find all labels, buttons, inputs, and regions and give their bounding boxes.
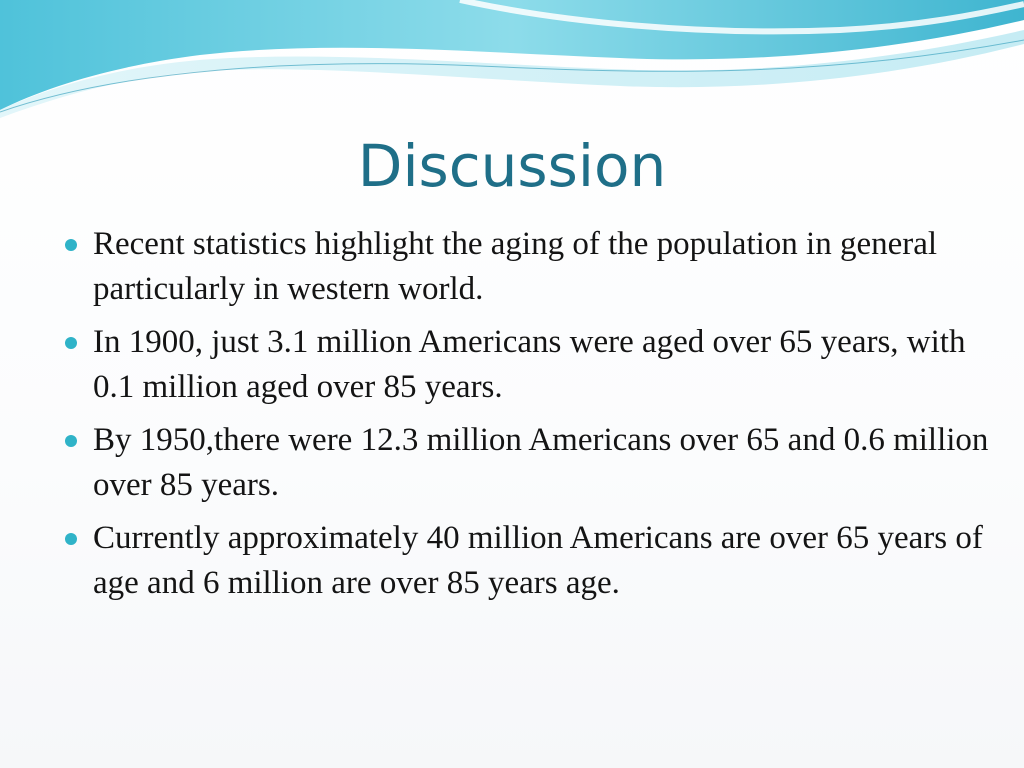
- bullet-text: By 1950,there were 12.3 million Americans over 65 and 0.6 million over 85 years.: [93, 422, 989, 503]
- list-item: [60, 222, 990, 312]
- bullet-text: Currently approximately 40 million Americans are over 65 years of age and 6 million are over 85 years age.: [93, 520, 983, 601]
- bullet-text: Recent statistics highlight the aging of the population in general particularly in western world.: [93, 226, 938, 307]
- slide-title: Discussion: [357, 132, 667, 200]
- bullet-marker-icon: [65, 533, 77, 545]
- bullet-list: [60, 222, 990, 614]
- list-item: [60, 418, 990, 508]
- bullet-marker-icon: [65, 435, 77, 447]
- header-wave-decoration: [0, 0, 1024, 130]
- bullet-marker-icon: [65, 337, 77, 349]
- bullet-marker-icon: [65, 239, 77, 251]
- list-item: [60, 516, 990, 606]
- list-item: [60, 320, 990, 410]
- bullet-text: In 1900, just 3.1 million Americans were aged over 65 years, with 0.1 million aged over 85 years.: [93, 324, 966, 405]
